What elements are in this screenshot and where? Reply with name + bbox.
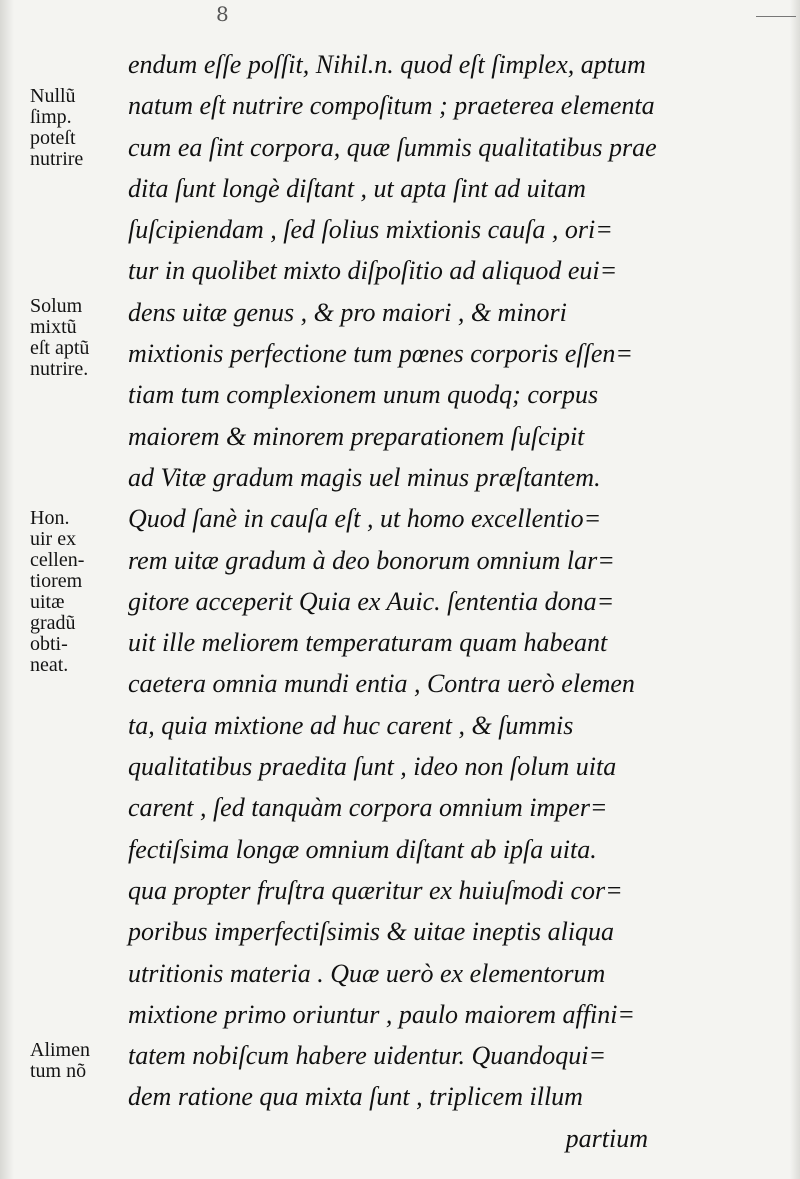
text-line: cum ea ſint corpora, quæ ſummis qualitatibus prae (128, 132, 657, 162)
text-line: rem uitæ gradum à deo bonorum omnium lar= (128, 545, 615, 575)
margin-note-line: Nullũ (30, 85, 76, 107)
page-edge-shadow (790, 0, 800, 1179)
text-line: ad Vitæ gradum magis uel minus præſtantem. (128, 462, 601, 492)
margin-note-2 (30, 296, 130, 380)
margin-note-line: Hon. (30, 507, 70, 529)
text-line: utritionis materia . Quæ uerò ex elementorum (128, 958, 606, 988)
text-line: tatem nobiſcum habere uidentur. Quandoqui= (128, 1041, 607, 1071)
margin-note-line: obti- (30, 633, 68, 655)
text-line: natum eſt nutrire compoſitum ; praeterea elementa (128, 91, 655, 121)
text-line: poribus imperfectiſsimis & uitae ineptis aliqua (128, 917, 615, 947)
text-line: tur in quolibet mixto diſpoſitio ad aliquod eui= (128, 256, 618, 286)
body-text (128, 44, 768, 1159)
margin-note-line: nutrire. (30, 358, 89, 380)
margin-note-line: eſt aptũ (30, 337, 90, 359)
text-line: maiorem & minorem preparationem ſuſcipit (128, 421, 585, 451)
text-line: gitore acceperit Quia ex Auic. ſententia dona= (128, 586, 615, 616)
text-line: mixtione primo oriuntur , paulo maiorem affini= (128, 999, 635, 1029)
margin-note-1 (30, 86, 130, 170)
text-line: mixtionis perfectione tum pœnes corporis eſſen= (128, 339, 633, 369)
margin-note-line: mixtũ (30, 316, 77, 338)
text-line: uit ille meliorem temperaturam quam habeant (128, 628, 608, 658)
text-line: dem ratione qua mixta ſunt , triplicem illum (128, 1082, 583, 1112)
page-gutter-shadow (0, 0, 14, 1179)
text-line: Quod ſanè in cauſa eſt , ut homo excellentio= (128, 504, 602, 534)
text-line: tiam tum complexionem unum quodq; corpus (128, 380, 599, 410)
header-rule (756, 16, 796, 17)
margin-note-line: neat. (30, 654, 69, 676)
margin-note-line: tum nõ (30, 1060, 87, 1082)
text-line: caetera omnia mundi entia , Contra uerò elemen (128, 669, 635, 699)
margin-note-4 (30, 1040, 130, 1082)
page-number: 8 (216, 2, 229, 26)
margin-note-line: cellen- (30, 549, 85, 571)
text-line: qualitatibus praedita ſunt , ideo non ſolum uita (128, 752, 617, 782)
text-line: carent , ſed tanquàm corpora omnium imper= (128, 793, 608, 823)
text-line: qua propter fruſtra quæritur ex huiuſmodi cor= (128, 875, 623, 905)
margin-note-line: gradũ (30, 612, 76, 634)
text-line: fectiſsima longæ omnium diſtant ab ipſa uita. (128, 834, 597, 864)
text-line: dita ſunt longè diſtant , ut apta ſint ad uitam (128, 173, 586, 203)
text-line: ſuſcipiendam , ſed ſolius mixtionis cauſa , ori= (128, 215, 613, 245)
margin-note-line: uir ex (30, 528, 77, 550)
margin-note-line: tiorem (30, 570, 83, 592)
margin-note-line: ſimp. (30, 106, 72, 128)
text-line: dens uitæ genus , & pro maiori , & minori (128, 297, 567, 327)
margin-note-line: uitæ (30, 591, 65, 613)
catchword: partium (565, 1123, 648, 1153)
margin-note-line: Solum (30, 295, 83, 317)
margin-note-3 (30, 508, 130, 676)
text-line: ta, quia mixtione ad huc carent , & ſummis (128, 710, 574, 740)
margin-note-line: Alimen (30, 1039, 90, 1061)
text-line: endum eſſe poſſit, Nihil.n. quod eſt ſimplex, aptum (128, 50, 646, 79)
margin-note-line: poteſt (30, 127, 76, 149)
margin-note-line: nutrire (30, 148, 84, 170)
